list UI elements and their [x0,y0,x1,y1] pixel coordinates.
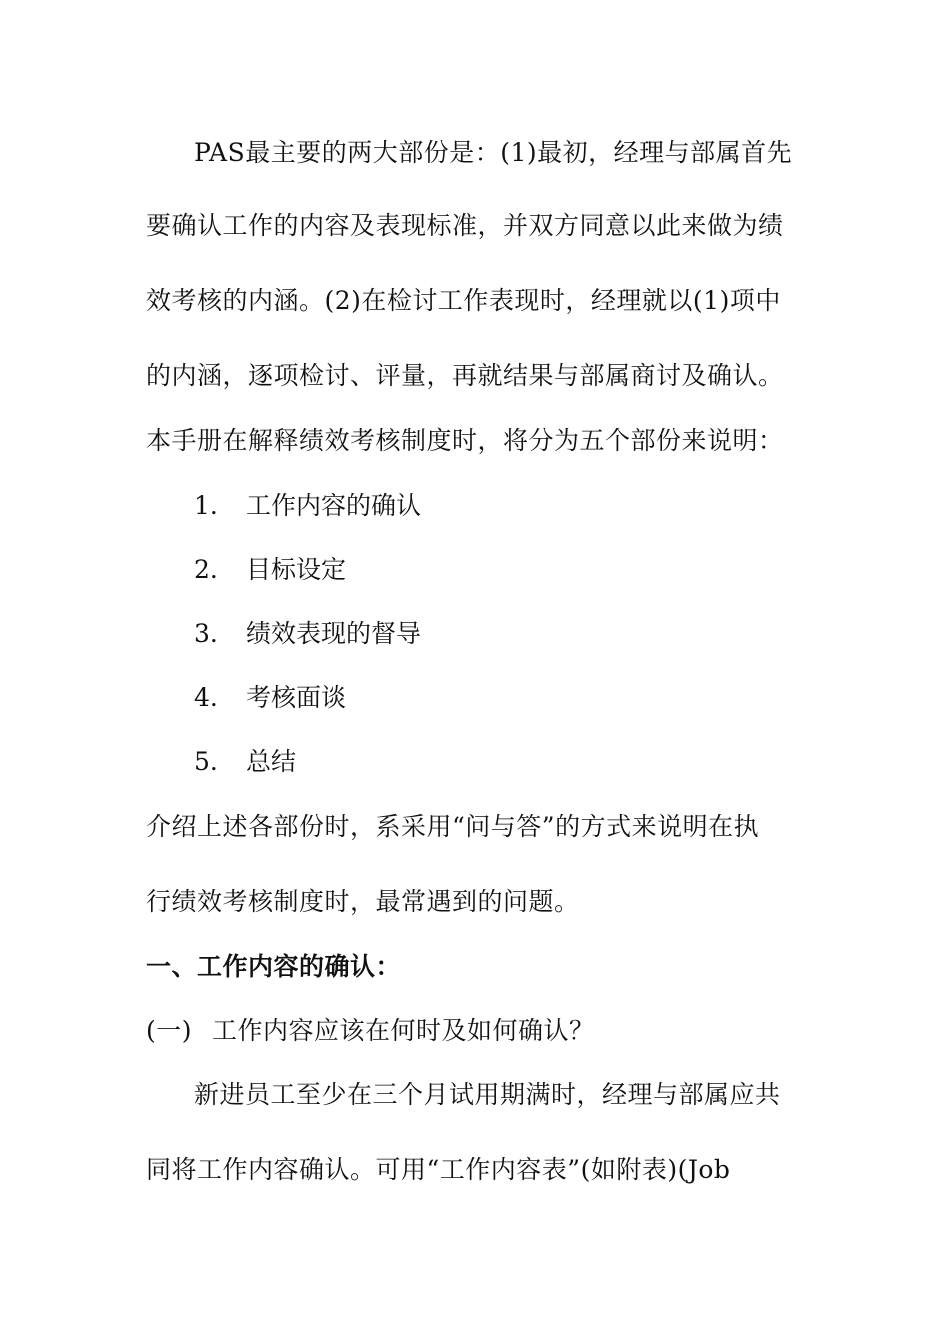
list-item-label: 工作内容的确认 [246,491,422,520]
answer-paragraph-line-1: 新进员工至少在三个月试用期满时，经理与部属应共 [194,1080,781,1109]
list-item [194,617,421,651]
list-item-label: 总结 [246,747,297,776]
list-item-number: 5. [194,747,218,776]
intro-paragraph-line-3: 效考核的内涵。(2)在检讨工作表现时，经理就以(1)项中 [146,286,781,315]
intro-paragraph-line-1: PAS最主要的两大部份是：(1)最初，经理与部属首先 [194,138,793,167]
list-item-number: 3. [194,619,218,648]
question-text: 工作内容应该在何时及如何确认？ [212,1016,595,1045]
list-item [194,681,346,715]
list-item [194,553,346,587]
question-marker: (一) [146,1016,193,1045]
intro-paragraph-line-2: 要确认工作的内容及表现标准，并双方同意以此来做为绩 [146,211,784,240]
method-paragraph-line-2: 行绩效考核制度时，最常遇到的问题。 [146,887,580,916]
question-heading [146,1014,595,1048]
list-item-number: 1. [194,491,218,520]
section-heading: 一、工作内容的确认： [146,952,402,981]
list-item-label: 目标设定 [246,555,347,584]
method-paragraph-line-1: 介绍上述各部份时，系采用“问与答”的方式来说明在执 [146,812,760,841]
list-item [194,489,421,523]
intro-paragraph-line-4: 的内涵，逐项检讨、评量，再就结果与部属商讨及确认。 [146,361,784,390]
intro-paragraph-line-5: 本手册在解释绩效考核制度时，将分为五个部份来说明： [146,426,784,455]
list-item-number: 4. [194,683,218,712]
list-item-label: 考核面谈 [246,683,347,712]
answer-paragraph-line-2: 同将工作内容确认。可用“工作内容表”(如附表)(Job [146,1155,731,1184]
list-item-label: 绩效表现的督导 [246,619,422,648]
list-item-number: 2. [194,555,218,584]
list-item [194,745,296,779]
